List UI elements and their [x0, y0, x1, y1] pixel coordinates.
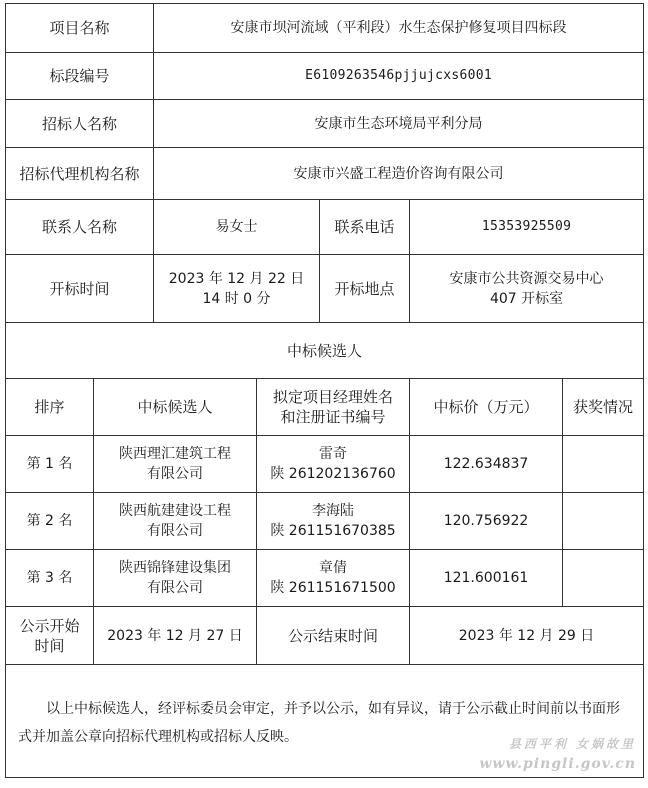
contact-value: 易女士 [154, 200, 320, 255]
phone-label: 联系电话 [320, 200, 410, 255]
candidate-awards [563, 493, 644, 550]
candidate-awards [563, 550, 644, 607]
row-tenderer [6, 100, 644, 148]
project-name-label: 项目名称 [6, 4, 154, 53]
publicity-start-label-line1: 公示开始 [19, 616, 80, 635]
candidate-rank: 第 1 名 [6, 436, 94, 493]
open-place-label: 开标地点 [320, 255, 410, 323]
candidate-price: 122.634837 [410, 436, 563, 493]
agency-value: 安康市兴盛工程造价咨询有限公司 [154, 148, 644, 200]
contact-label: 联系人名称 [6, 200, 154, 255]
open-place-line1: 安康市公共资源交易中心 [449, 270, 604, 287]
open-time-label: 开标时间 [6, 255, 154, 323]
candidates-section-title: 中标候选人 [6, 323, 644, 379]
manager-cert: 陕 261151671500 [270, 580, 396, 596]
header-candidate: 中标候选人 [94, 379, 257, 436]
candidate-company-line1: 陕西航建建设工程 [119, 503, 231, 519]
header-price: 中标价（万元） [410, 379, 563, 436]
tender-result-document [5, 3, 643, 778]
candidate-manager [257, 436, 410, 493]
candidate-price: 120.756922 [410, 493, 563, 550]
candidate-price: 121.600161 [410, 550, 563, 607]
candidate-company-line1: 陕西锦锋建设集团 [119, 560, 231, 576]
project-name-value: 安康市坝河流域（平利段）水生态保护修复项目四标段 [154, 4, 644, 53]
section-code-value: E6109263546pjjujcxs6001 [154, 53, 644, 100]
candidate-company [94, 436, 257, 493]
manager-cert: 陕 261151670385 [270, 523, 396, 539]
row-opening [6, 255, 644, 323]
watermark-slogan: 县西平利 女娲故里 [508, 737, 636, 751]
candidate-awards [563, 436, 644, 493]
section-code-label: 标段编号 [6, 53, 154, 100]
manager-name: 雷奇 [319, 446, 348, 462]
open-place-value [410, 255, 644, 323]
table-row [6, 436, 644, 493]
manager-name: 李海陆 [312, 503, 355, 519]
publicity-end-value: 2023 年 12 月 29 日 [410, 607, 644, 665]
row-candidates-title [6, 323, 644, 379]
manager-cert: 陕 261202136760 [270, 466, 396, 482]
candidate-company-line1: 陕西理汇建筑工程 [119, 446, 231, 462]
tenderer-value: 安康市生态环境局平利分局 [154, 100, 644, 148]
agency-label: 招标代理机构名称 [6, 148, 154, 200]
row-section-code [6, 53, 644, 100]
open-place-line2: 407 开标室 [489, 290, 564, 307]
header-rank: 排序 [6, 379, 94, 436]
row-project-name [6, 4, 644, 53]
phone-value: 15353925509 [410, 200, 644, 255]
watermark-url: www.pingli.gov.cn [479, 756, 636, 772]
row-candidates-header [6, 379, 644, 436]
open-time-value [154, 255, 320, 323]
table-row [6, 550, 644, 607]
row-contact [6, 200, 644, 255]
candidate-manager [257, 493, 410, 550]
candidate-company-line2: 有限公司 [147, 466, 203, 482]
header-manager-line2: 和注册证书编号 [280, 408, 386, 426]
publicity-start-value: 2023 年 12 月 27 日 [94, 607, 257, 665]
candidate-company-line2: 有限公司 [147, 523, 203, 539]
candidate-company-line2: 有限公司 [147, 580, 203, 596]
candidate-rank: 第 2 名 [6, 493, 94, 550]
header-manager-line1: 拟定项目经理姓名 [273, 388, 394, 406]
tenderer-label: 招标人名称 [6, 100, 154, 148]
site-watermark [479, 734, 636, 774]
objection-note-text: 以上中标候选人，经评标委员会审定，并予以公示，如有异议，请于公示截止时间前以书面形式并加盖公章向招标代理机构或招标人反映。 [18, 701, 620, 745]
table-row [6, 493, 644, 550]
candidate-rank: 第 3 名 [6, 550, 94, 607]
candidate-manager [257, 550, 410, 607]
publicity-end-label: 公示结束时间 [257, 607, 410, 665]
publicity-start-label [6, 607, 94, 665]
candidate-company [94, 493, 257, 550]
candidate-company [94, 550, 257, 607]
row-agency [6, 148, 644, 200]
header-manager [257, 379, 410, 436]
publicity-start-label-line2: 时间 [34, 636, 65, 655]
open-time-hour: 14 时 0 分 [202, 290, 271, 307]
open-time-date: 2023 年 12 月 22 日 [168, 270, 305, 287]
row-publicity [6, 607, 644, 665]
manager-name: 章倩 [319, 560, 348, 576]
tender-result-table [5, 3, 644, 778]
header-awards: 获奖情况 [563, 379, 644, 436]
